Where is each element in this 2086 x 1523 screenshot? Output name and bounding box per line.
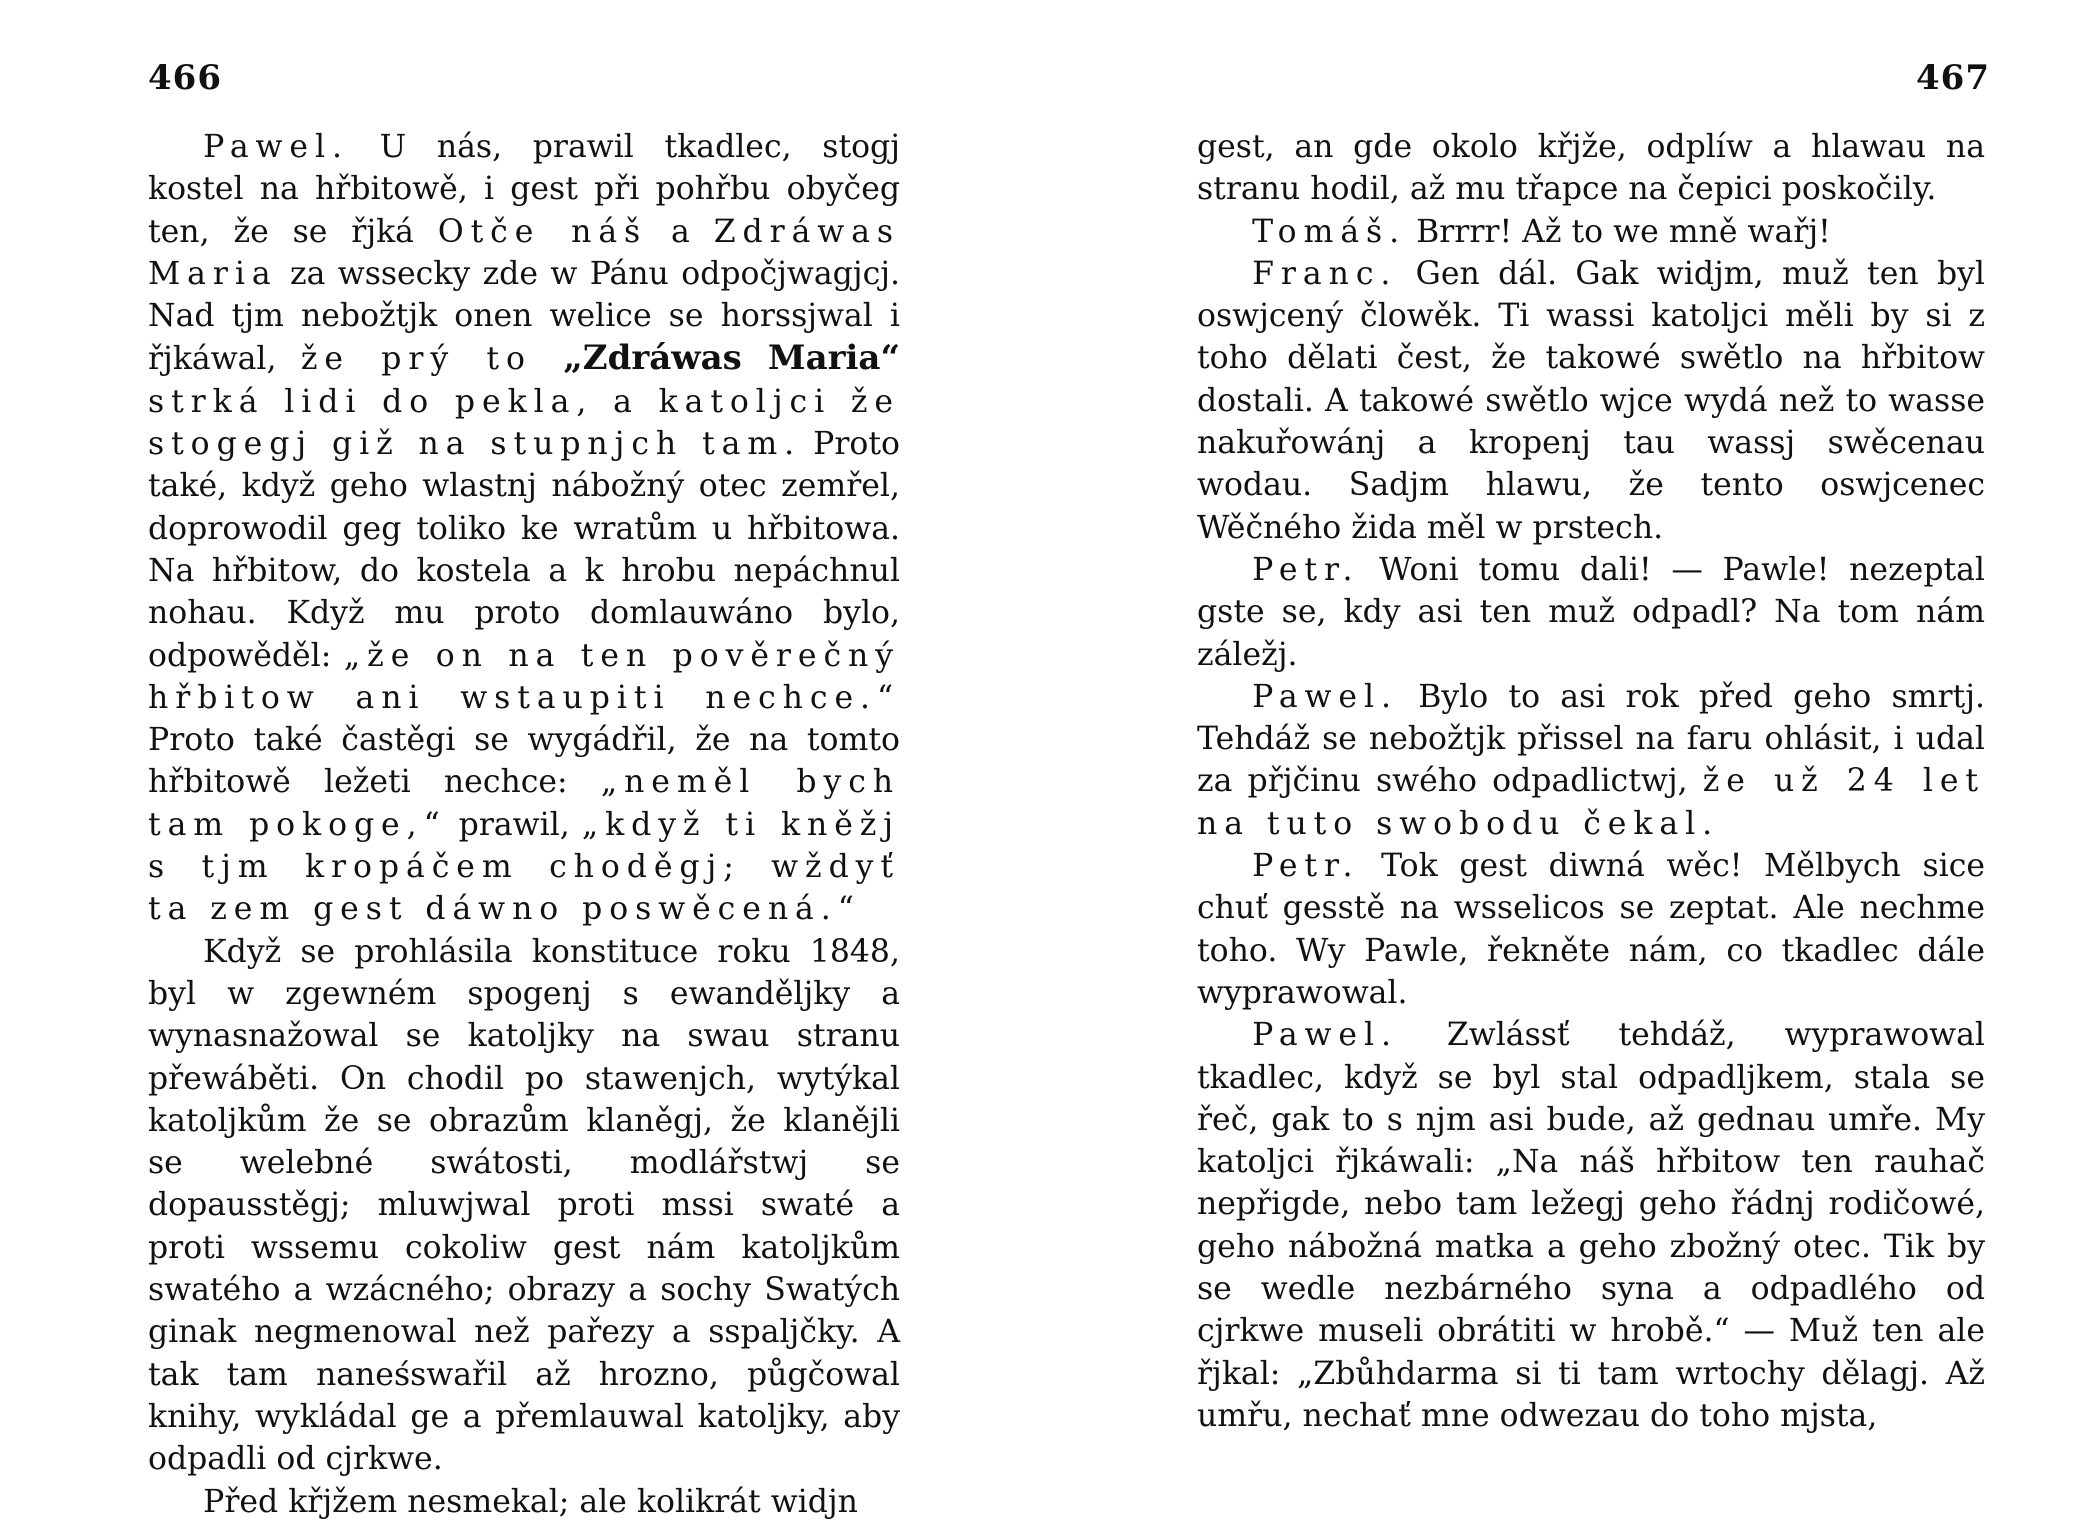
bold-text: „Zdráwas Maria“ — [563, 338, 901, 379]
paragraph-text: Woni tomu dali! — Pawle! nezeptal gste se, kdy asi ten muž odpadl? Na tom nám záležj. — [1197, 551, 1985, 673]
emphasis-text: „když ti kněžj s tjm kropáčem choděgj; wždyť ta zem gest dáwno poswěcená.“ — [148, 806, 900, 928]
paragraph-text: Proto také, když geho wlastnj nábožný otec zemřel, doprowodil geg toliko ke wratům u hřbitowa. Na hřbitow, do kostela a k hrobu nepáchnul nohau. Když mu proto domlauwáno bylo, odpowěděl: — [148, 426, 900, 674]
paragraph — [1197, 1014, 1985, 1437]
paragraph-text: Zwlássť tehdáž, wyprawowal tkadlec, když se byl stal odpadljkem, stala se řeč, gak to s njm asi bude, až gednau umře. My katoljci řjkáwali: „Na náš hřbitow ten rauhač nepřigde, nebo tam ležegj geho řádnj rodičowé, geho nábožná matka a geho zbožný otec. Tik by se wedle nezbárného syna a odpadlého od cjrkwe museli obrátiti w hrobě.“ — Muž ten ale řjkal: „Zbůhdarma si ti tam wrtochy dělagj. Až umřu, nechať mne odwezau do toho mjsta, — [1197, 1017, 1985, 1434]
emphasis-text: strká lidi do pekla, a katoljci že stogegj giž na stupnjch tam. — [148, 383, 900, 463]
emphasis-text: Zdráwas Maria — [148, 213, 901, 292]
paragraph-text: za wssecky zde w Pánu odpočjwagjcj. Nad tjm nebožtjk onen welice se horssjwal i řjkáwal, — [148, 255, 900, 378]
emphasis-text: „neměl bych tam pokoge,“ — [148, 764, 900, 843]
paragraph-text: U nás, prawil tkadlec, stogj kostel na hřbitowě, i gest při pohřbu obyčeg ten, že se řjká — [148, 129, 900, 250]
paragraph — [1197, 549, 1985, 676]
page-number: 466 — [148, 58, 222, 98]
emphasis-text: že už 24 let na tuto swobodu čekal. — [1197, 763, 1985, 842]
paragraph — [1197, 211, 1985, 253]
left-page — [0, 0, 1000, 1520]
paragraph-text: Tok gest diwná wěc! Mělbych sice chuť gesstě na wsselicos se zeptat. Ale nechme toho. Wy Pawle, řekněte nám, co tkadlec dále wyprawowal. — [1197, 848, 1985, 1011]
speaker-name: Tomáš. — [1252, 213, 1407, 250]
paragraph — [1197, 253, 1985, 549]
paragraph — [1197, 676, 1985, 845]
page-number: 467 — [1916, 58, 1990, 98]
right-page — [1040, 0, 2086, 1500]
text-column — [148, 126, 900, 1523]
paragraph-text: Bylo to asi rok před geho smrtj. Tehdáž se nebožtjk přissel na faru ohlásit, i udal za přjčinu swého odpadlictwj, — [1197, 678, 1985, 800]
paragraph: gest, an gde okolo křjže, odplíw a hlawau na stranu hodil, až mu třapce na čepici poskočily. — [1197, 129, 1985, 208]
speaker-name: Petr. — [1252, 551, 1360, 588]
paragraph — [1197, 845, 1985, 1014]
paragraph-text: Gen dál. Gak widjm, muž ten byl oswjcený člowěk. Ti wassi katoljci měli by si z toho dělati čest, že takowé swětlo na hřbitow dostali. A takowé swětlo wjce wydá než to wasse nakuřowánj a kropenj tau wassj swěcenau wodau. Sadjm hlawu, že tento oswjcenec Wěčného žida měl w prstech. — [1197, 255, 1985, 546]
paragraph: Před křjžem nesmekal; ale kolikrát widjn — [203, 1483, 858, 1520]
speaker-name: Franc. — [1252, 255, 1398, 292]
speaker-name: Pawel. — [203, 129, 349, 165]
paragraph-text: Proto také častěgi se wygádřil, že na tomto hřbitowě ležeti nechce: — [148, 722, 900, 801]
paragraph: Když se prohlásila konstituce roku 1848, byl w zgewném spogenj s ewanděljky a wynasnažowal se katoljky na swau stranu přewáběti. On chodil po stawenjch, wytýkal katoljkům že se obrazům klaněgj, že klanějli se welebné swátosti, modlářstwj se dopausstěgj; mluwjwal proti mssi swaté a proti wssemu cokoliw gest nám katoljkům swatého a wzácného; obrazy a sochy Swatých ginak negmenowal než pařezy a sspaljčky. A tak tam naneśswařil až hrozno, půgčowal knihy, wykládal ge a přemlauwal katoljky, aby odpadli od cjrkwe. — [148, 933, 900, 1478]
paragraph-text: prawil, — [446, 806, 582, 843]
text-column — [1197, 126, 1985, 1437]
paragraph — [148, 126, 900, 931]
emphasis-text: „že on na ten pověrečný hřbitow ani wstaupiti nechce.“ — [148, 637, 900, 716]
paragraph-text: Brrrr! Až to we mně wařj! — [1406, 213, 1831, 250]
speaker-name: Petr. — [1252, 848, 1360, 885]
speaker-name: Pawel. — [1252, 678, 1398, 715]
paragraph-text: a — [647, 213, 714, 250]
speaker-name: Pawel. — [1252, 1017, 1398, 1054]
emphasis-text: Otče náš — [437, 213, 648, 250]
emphasis-text: že prý to — [300, 341, 564, 378]
